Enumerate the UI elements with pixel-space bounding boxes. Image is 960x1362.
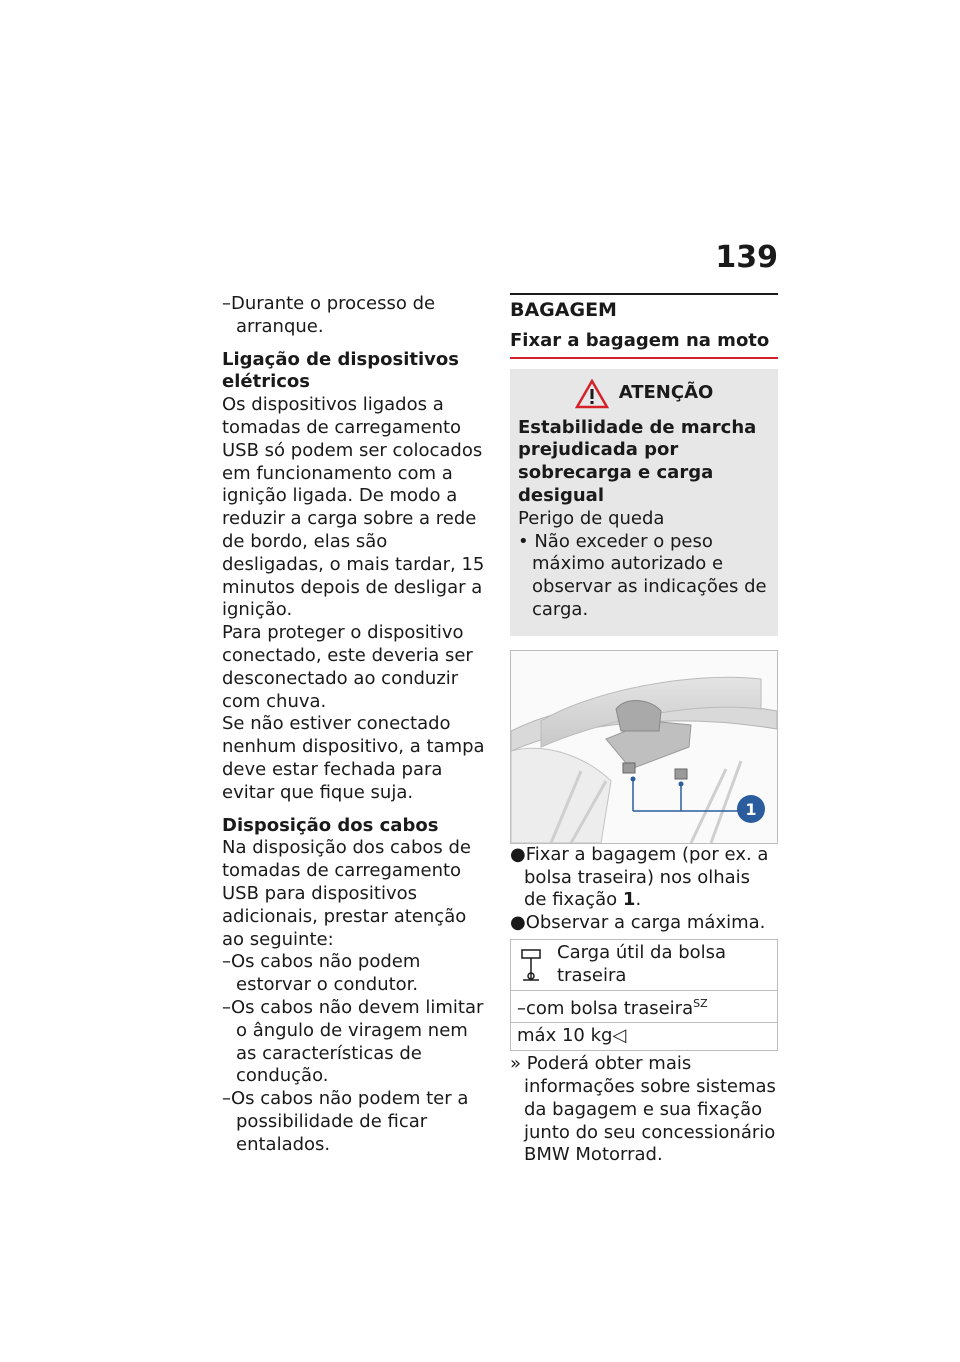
- section-heading: BAGAGEM: [510, 293, 778, 322]
- heading-electrical-devices: Ligação de dispositivos elétricos: [222, 348, 459, 393]
- paragraph: Se não estiver conectado nenhum dispositivo, a tampa deve estar fechada para evitar que fique suja.: [222, 713, 485, 803]
- figure-callout: 1: [745, 799, 757, 819]
- list-item: ●Observar a carga máxima.: [510, 912, 766, 934]
- bullet1-end: .: [635, 889, 642, 911]
- page-number: 139: [715, 240, 778, 275]
- list-item: –Os cabos não podem ter a possibilidade de ficar entalados.: [222, 1088, 469, 1155]
- weight-scale-icon: [517, 942, 547, 986]
- paragraph: Para proteger o dispositivo conectado, este deveria ser desconectado ao conduzir com chuva.: [222, 622, 473, 712]
- list-item: –Os cabos não devem limitar o ângulo de viragem nem as características de condução.: [222, 996, 484, 1087]
- warning-title: Estabilidade de marcha prejudicada por sobrecarga e carga desigual: [518, 416, 757, 506]
- table-header-row: [511, 940, 777, 991]
- luggage-rack-figure: [510, 650, 778, 844]
- note: » Poderá obter mais informações sobre sistemas da bagagem e sua fixação junto do seu concessionário BMW Motorrad.: [510, 1053, 776, 1166]
- warning-box: [510, 369, 778, 636]
- list-item: –Os cabos não podem estorvar o condutor.: [222, 951, 421, 996]
- table-row1-sup: SZ: [693, 996, 708, 1010]
- paragraph: Na disposição dos cabos de tomadas de carregamento USB para dispositivos adicionais, prestar atenção ao seguinte:: [222, 837, 472, 950]
- heading-cable-routing: Disposição dos cabos: [222, 814, 439, 836]
- warning-bullet: • Não exceder o peso máximo autorizado e observar as indicações de carga.: [518, 530, 767, 620]
- table-row1-label: –com bolsa traseira: [517, 997, 694, 1019]
- warning-triangle-icon: [575, 379, 609, 409]
- subsection-heading: Fixar a bagagem na moto: [510, 330, 778, 359]
- warning-danger: Perigo de queda: [518, 507, 665, 529]
- list-item: –Durante o processo de arranque.: [222, 293, 436, 337]
- payload-table: [510, 939, 778, 1051]
- warning-header: [518, 379, 770, 409]
- table-row: [511, 991, 777, 1024]
- table-row: máx 10 kg◁: [517, 1025, 627, 1047]
- table-title: Carga útil da bolsa traseira: [557, 941, 727, 986]
- bullet1-text: ●Fixar a bagagem (por ex. a bolsa traseira) nos olhais de fixação: [510, 843, 769, 911]
- bullet1-num: 1: [622, 889, 636, 911]
- right-column: [510, 293, 778, 1167]
- paragraph: Os dispositivos ligados a tomadas de carregamento USB só podem ser colocados em funcionamento com a ignição ligada. De modo a reduzir a carga sobre a rede de bordo, elas são desligadas, o mais tardar, 15 minutos depois de desligar a ignição.: [222, 394, 485, 621]
- warning-label: ATENÇÃO: [618, 382, 714, 404]
- rear-rack-illustration: [511, 651, 777, 843]
- list-item: [510, 844, 778, 912]
- left-column: [222, 293, 488, 1156]
